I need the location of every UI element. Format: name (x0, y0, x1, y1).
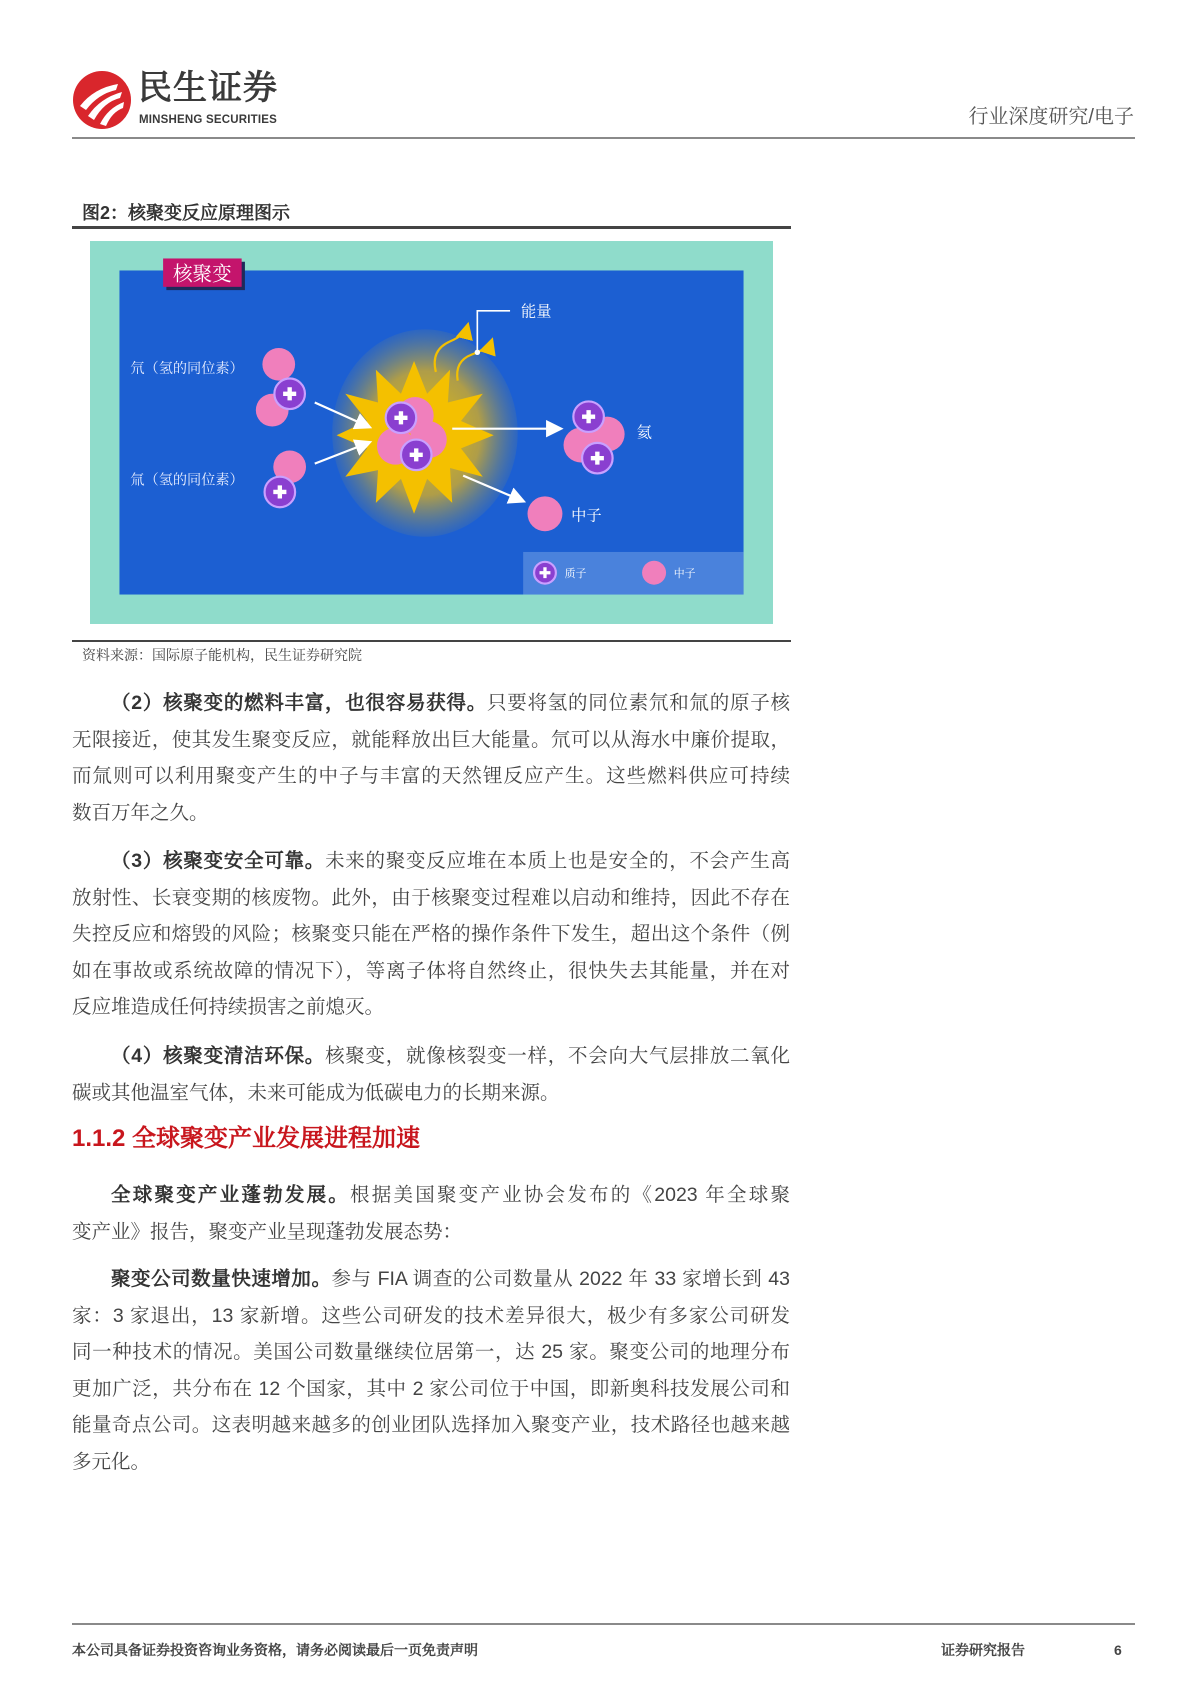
legend-proton-label: 质子 (564, 567, 587, 581)
paragraph-line: 家：3 家退出，13 家新增。这些公司研发的技术差异很大，极少有多家公司研发 (72, 1304, 790, 1327)
proton-icon (582, 443, 613, 474)
proton-icon (386, 402, 417, 433)
figure-title: 图2：核聚变反应原理图示 (82, 203, 291, 223)
energy-label: 能量 (520, 302, 552, 321)
report-category: 行业深度研究/电子 (968, 106, 1134, 128)
paragraph-lead: （2）核聚变的燃料丰富，也很容易获得。 (111, 692, 488, 714)
paragraph-line: 无限接近，使其发生聚变反应，就能释放出巨大能量。氘可以从海水中廉价提取， (72, 728, 790, 751)
legend-neutron-label: 中子 (673, 567, 696, 581)
tritium-label: 氚（氢的同位素） (130, 472, 244, 489)
footer-report-type: 证券研究报告 (941, 1642, 1025, 1658)
neutron-icon (262, 348, 295, 381)
paragraph-line: 放射性、长衰变期的核废物。此外，由于核聚变过程难以启动和维持，因此不存在 (72, 886, 790, 909)
proton-icon (265, 477, 296, 508)
neutron-label: 中子 (571, 506, 602, 525)
header-divider (72, 137, 1135, 139)
logo-text-cn: 民生证券 (138, 69, 278, 107)
paragraph-lead: （3）核聚变安全可靠。 (111, 850, 326, 872)
paragraph-line: 失控反应和熔毁的风险；核聚变只能在严格的操作条件下发生，超出这个条件（例 (72, 923, 790, 945)
fusion-diagram (90, 241, 773, 624)
paragraph-text: 未来的聚变反应堆在本质上也是安全的，不会产生高 (325, 850, 790, 872)
paragraph-safety (72, 843, 790, 1026)
paragraph-fuel (72, 685, 790, 831)
paragraph-text: 核聚变，就像核裂变一样，不会向大气层排放二氧化 (325, 1045, 790, 1067)
paragraph-text: 参与 FIA 调查的公司数量从 2022 年 33 家增长到 43 (331, 1268, 790, 1290)
proton-icon (534, 562, 556, 584)
paragraph-line: 如在事故或系统故障的情况下），等离子体将自然终止，很快失去其能量，并在对 (72, 959, 790, 982)
figure-bottom-rule (72, 640, 791, 642)
badge-label: 核聚变 (172, 262, 232, 286)
page-number: 6 (1114, 1642, 1122, 1658)
paragraph-line: 变产业》报告，聚变产业呈现蓬勃发展态势： (72, 1220, 463, 1243)
proton-icon (274, 378, 305, 409)
paragraph-text: 根据美国聚变产业协会发布的《2023 年全球聚 (350, 1184, 790, 1206)
paragraph-line: 而氚则可以利用聚变产生的中子与丰富的天然锂反应产生。这些燃料供应可持续 (72, 765, 790, 787)
footer-divider (72, 1623, 1135, 1625)
paragraph-clean (72, 1038, 790, 1111)
neutron-icon (642, 561, 666, 585)
logo-icon (72, 70, 132, 130)
paragraph-lead: 聚变公司数量快速增加。 (111, 1268, 332, 1290)
figure-source: 资料来源：国际原子能机构，民生证券研究院 (82, 647, 362, 663)
paragraph-line: 更加广泛，共分布在 12 个国家，其中 2 家公司位于中国，即新奥科技发展公司和 (72, 1377, 790, 1400)
paragraph-line: 同一种技术的情况。美国公司数量继续位居第一，达 25 家。聚变公司的地理分布 (72, 1341, 790, 1363)
figure-title-rule (72, 226, 791, 229)
footer-disclaimer: 本公司具备证券投资咨询业务资格，请务必阅读最后一页免责声明 (72, 1642, 478, 1658)
paragraph-text: 只要将氢的同位素氘和氚的原子核 (487, 692, 790, 714)
paragraph-lead: 全球聚变产业蓬勃发展。 (111, 1184, 351, 1206)
paragraph-line: 碳或其他温室气体，未来可能成为低碳电力的长期来源。 (72, 1081, 560, 1104)
paragraph-companies (72, 1261, 790, 1480)
section-heading: 1.1.2 全球聚变产业发展进程加速 (72, 1125, 421, 1152)
deuterium-label: 氘（氢的同位素） (130, 361, 244, 378)
helium-label: 氦 (636, 423, 652, 442)
paragraph-line: 能量奇点公司。这表明越来越多的创业团队选择加入聚变产业，技术路径也越来越 (72, 1414, 790, 1436)
neutron-icon (528, 496, 563, 531)
proton-icon (573, 401, 604, 432)
paragraph-lead: （4）核聚变清洁环保。 (111, 1045, 326, 1067)
paragraph-line: 数百万年之久。 (72, 801, 209, 824)
paragraph-line: 多元化。 (72, 1450, 151, 1473)
proton-icon (401, 440, 432, 471)
logo-text-en: MINSHENG SECURITIES (139, 114, 277, 126)
paragraph-industry (72, 1177, 790, 1250)
paragraph-line: 反应堆造成任何持续损害之前熄灭。 (72, 996, 385, 1018)
